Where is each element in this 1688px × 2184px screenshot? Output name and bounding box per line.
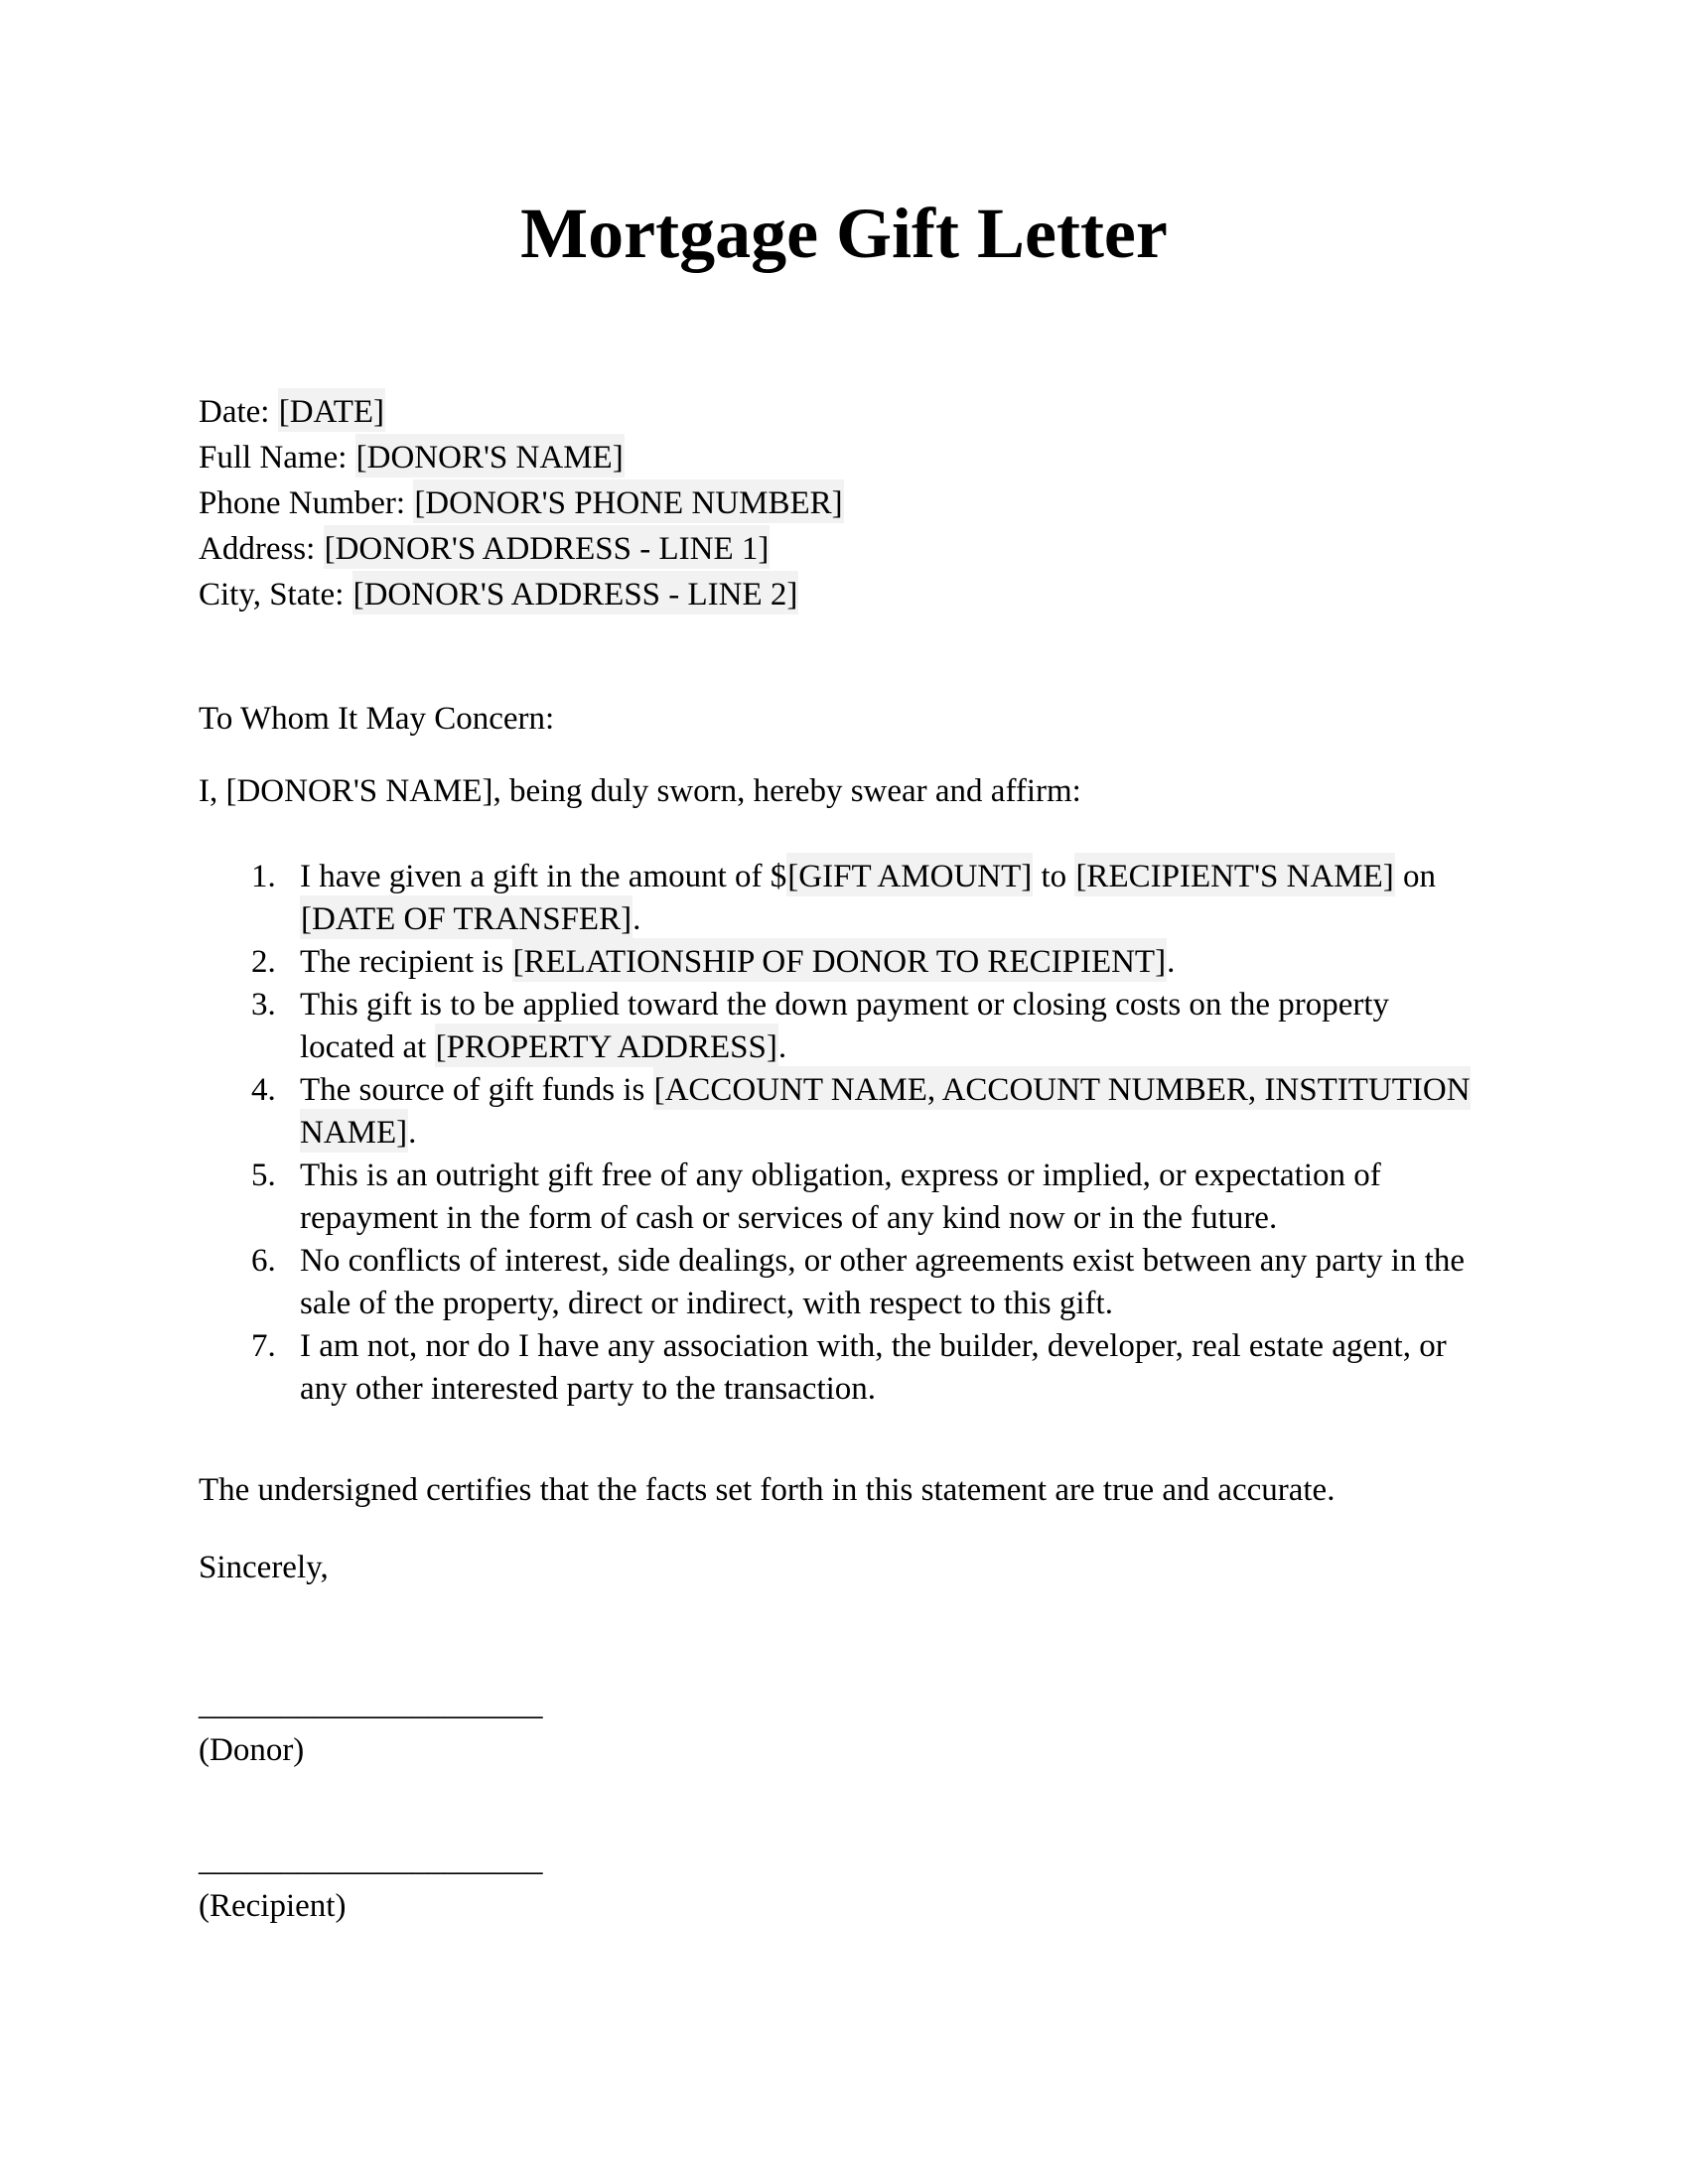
- list-item-number: 5.: [251, 1158, 276, 1193]
- phone-line: [199, 480, 1489, 526]
- placeholder-relationship: [RELATIONSHIP OF DONOR TO RECIPIENT]: [512, 938, 1168, 982]
- placeholder-date-of-transfer: [DATE OF TRANSFER]: [300, 895, 633, 939]
- statement-text: on: [1394, 859, 1437, 894]
- statement-text: .: [633, 901, 641, 937]
- salutation: To Whom It May Concern:: [199, 701, 555, 737]
- full-name-line: [199, 435, 1489, 480]
- closing-line: Sincerely,: [199, 1550, 329, 1585]
- donor-signature-block: [199, 1682, 1489, 1773]
- list-item-number: 6.: [251, 1243, 276, 1279]
- list-item: [251, 1325, 1489, 1411]
- city-state-label: City, State:: [199, 577, 352, 613]
- list-item-number: 1.: [251, 859, 276, 894]
- donor-signature-label: (Donor): [199, 1732, 305, 1768]
- statement-text: .: [1167, 944, 1176, 980]
- sworn-statements-list: [199, 856, 1489, 1411]
- placeholder-donor-phone: [DONOR'S PHONE NUMBER]: [413, 479, 843, 523]
- statement-text: This gift is to be applied toward the down payment or closing costs on the property located at: [300, 987, 1390, 1065]
- address-line-1: [199, 526, 1489, 572]
- full-name-label: Full Name:: [199, 440, 355, 476]
- statement-text: I am not, nor do I have any association with, the builder, developer, real estate agent, or any other interested party to the transaction.: [300, 1328, 1447, 1407]
- list-item: [251, 984, 1489, 1069]
- list-item: [251, 941, 1489, 984]
- date-label: Date:: [199, 394, 278, 430]
- statement-text: The recipient is: [300, 944, 512, 980]
- placeholder-donor-address-1: [DONOR'S ADDRESS - LINE 1]: [324, 525, 771, 569]
- list-item-number: 3.: [251, 987, 276, 1023]
- address-line-2: [199, 572, 1489, 617]
- statement-text: I have given a gift in the amount of $: [300, 859, 787, 894]
- list-item: [251, 1240, 1489, 1325]
- placeholder-account-details: [ACCOUNT NAME, ACCOUNT NUMBER, INSTITUTION NAME]: [300, 1066, 1471, 1153]
- statement-text: The source of gift funds is: [300, 1072, 653, 1108]
- page-title: Mortgage Gift Letter: [520, 194, 1168, 273]
- statement-text: .: [408, 1115, 417, 1151]
- list-item-number: 7.: [251, 1328, 276, 1364]
- date-line: [199, 389, 1489, 435]
- address-label: Address:: [199, 531, 324, 567]
- recipient-signature-line: _____________________: [199, 1843, 543, 1878]
- phone-label: Phone Number:: [199, 485, 414, 521]
- recipient-signature-label: (Recipient): [199, 1888, 347, 1924]
- list-item: [251, 1155, 1489, 1240]
- recipient-signature-block: [199, 1838, 1489, 1929]
- donor-signature-line: _____________________: [199, 1687, 543, 1722]
- placeholder-date: [DATE]: [278, 388, 385, 432]
- list-item-number: 2.: [251, 944, 276, 980]
- statement-text: This is an outright gift free of any obligation, express or implied, or expectation of repayment in the form of cash or services of any kind now or in the future.: [300, 1158, 1381, 1236]
- placeholder-recipient-name: [RECIPIENT'S NAME]: [1074, 853, 1394, 896]
- placeholder-property-address: [PROPERTY ADDRESS]: [435, 1024, 778, 1067]
- statement-text: No conflicts of interest, side dealings, or other agreements exist between any party in the sale of the property, direct or indirect, with respect to this gift.: [300, 1243, 1465, 1321]
- certification-line: The undersigned certifies that the facts set forth in this statement are true and accurate.: [199, 1472, 1336, 1508]
- placeholder-donor-name: [DONOR'S NAME]: [355, 434, 625, 478]
- placeholder-donor-address-2: [DONOR'S ADDRESS - LINE 2]: [352, 571, 799, 614]
- list-item: [251, 1069, 1489, 1155]
- list-item: [251, 856, 1489, 941]
- donor-info-block: [199, 389, 1489, 617]
- statement-text: to: [1033, 859, 1075, 894]
- placeholder-gift-amount: [GIFT AMOUNT]: [786, 853, 1033, 896]
- list-item-number: 4.: [251, 1072, 276, 1108]
- statement-text: .: [777, 1029, 787, 1065]
- affirmation-line: I, [DONOR'S NAME], being duly sworn, hereby swear and affirm:: [199, 773, 1081, 809]
